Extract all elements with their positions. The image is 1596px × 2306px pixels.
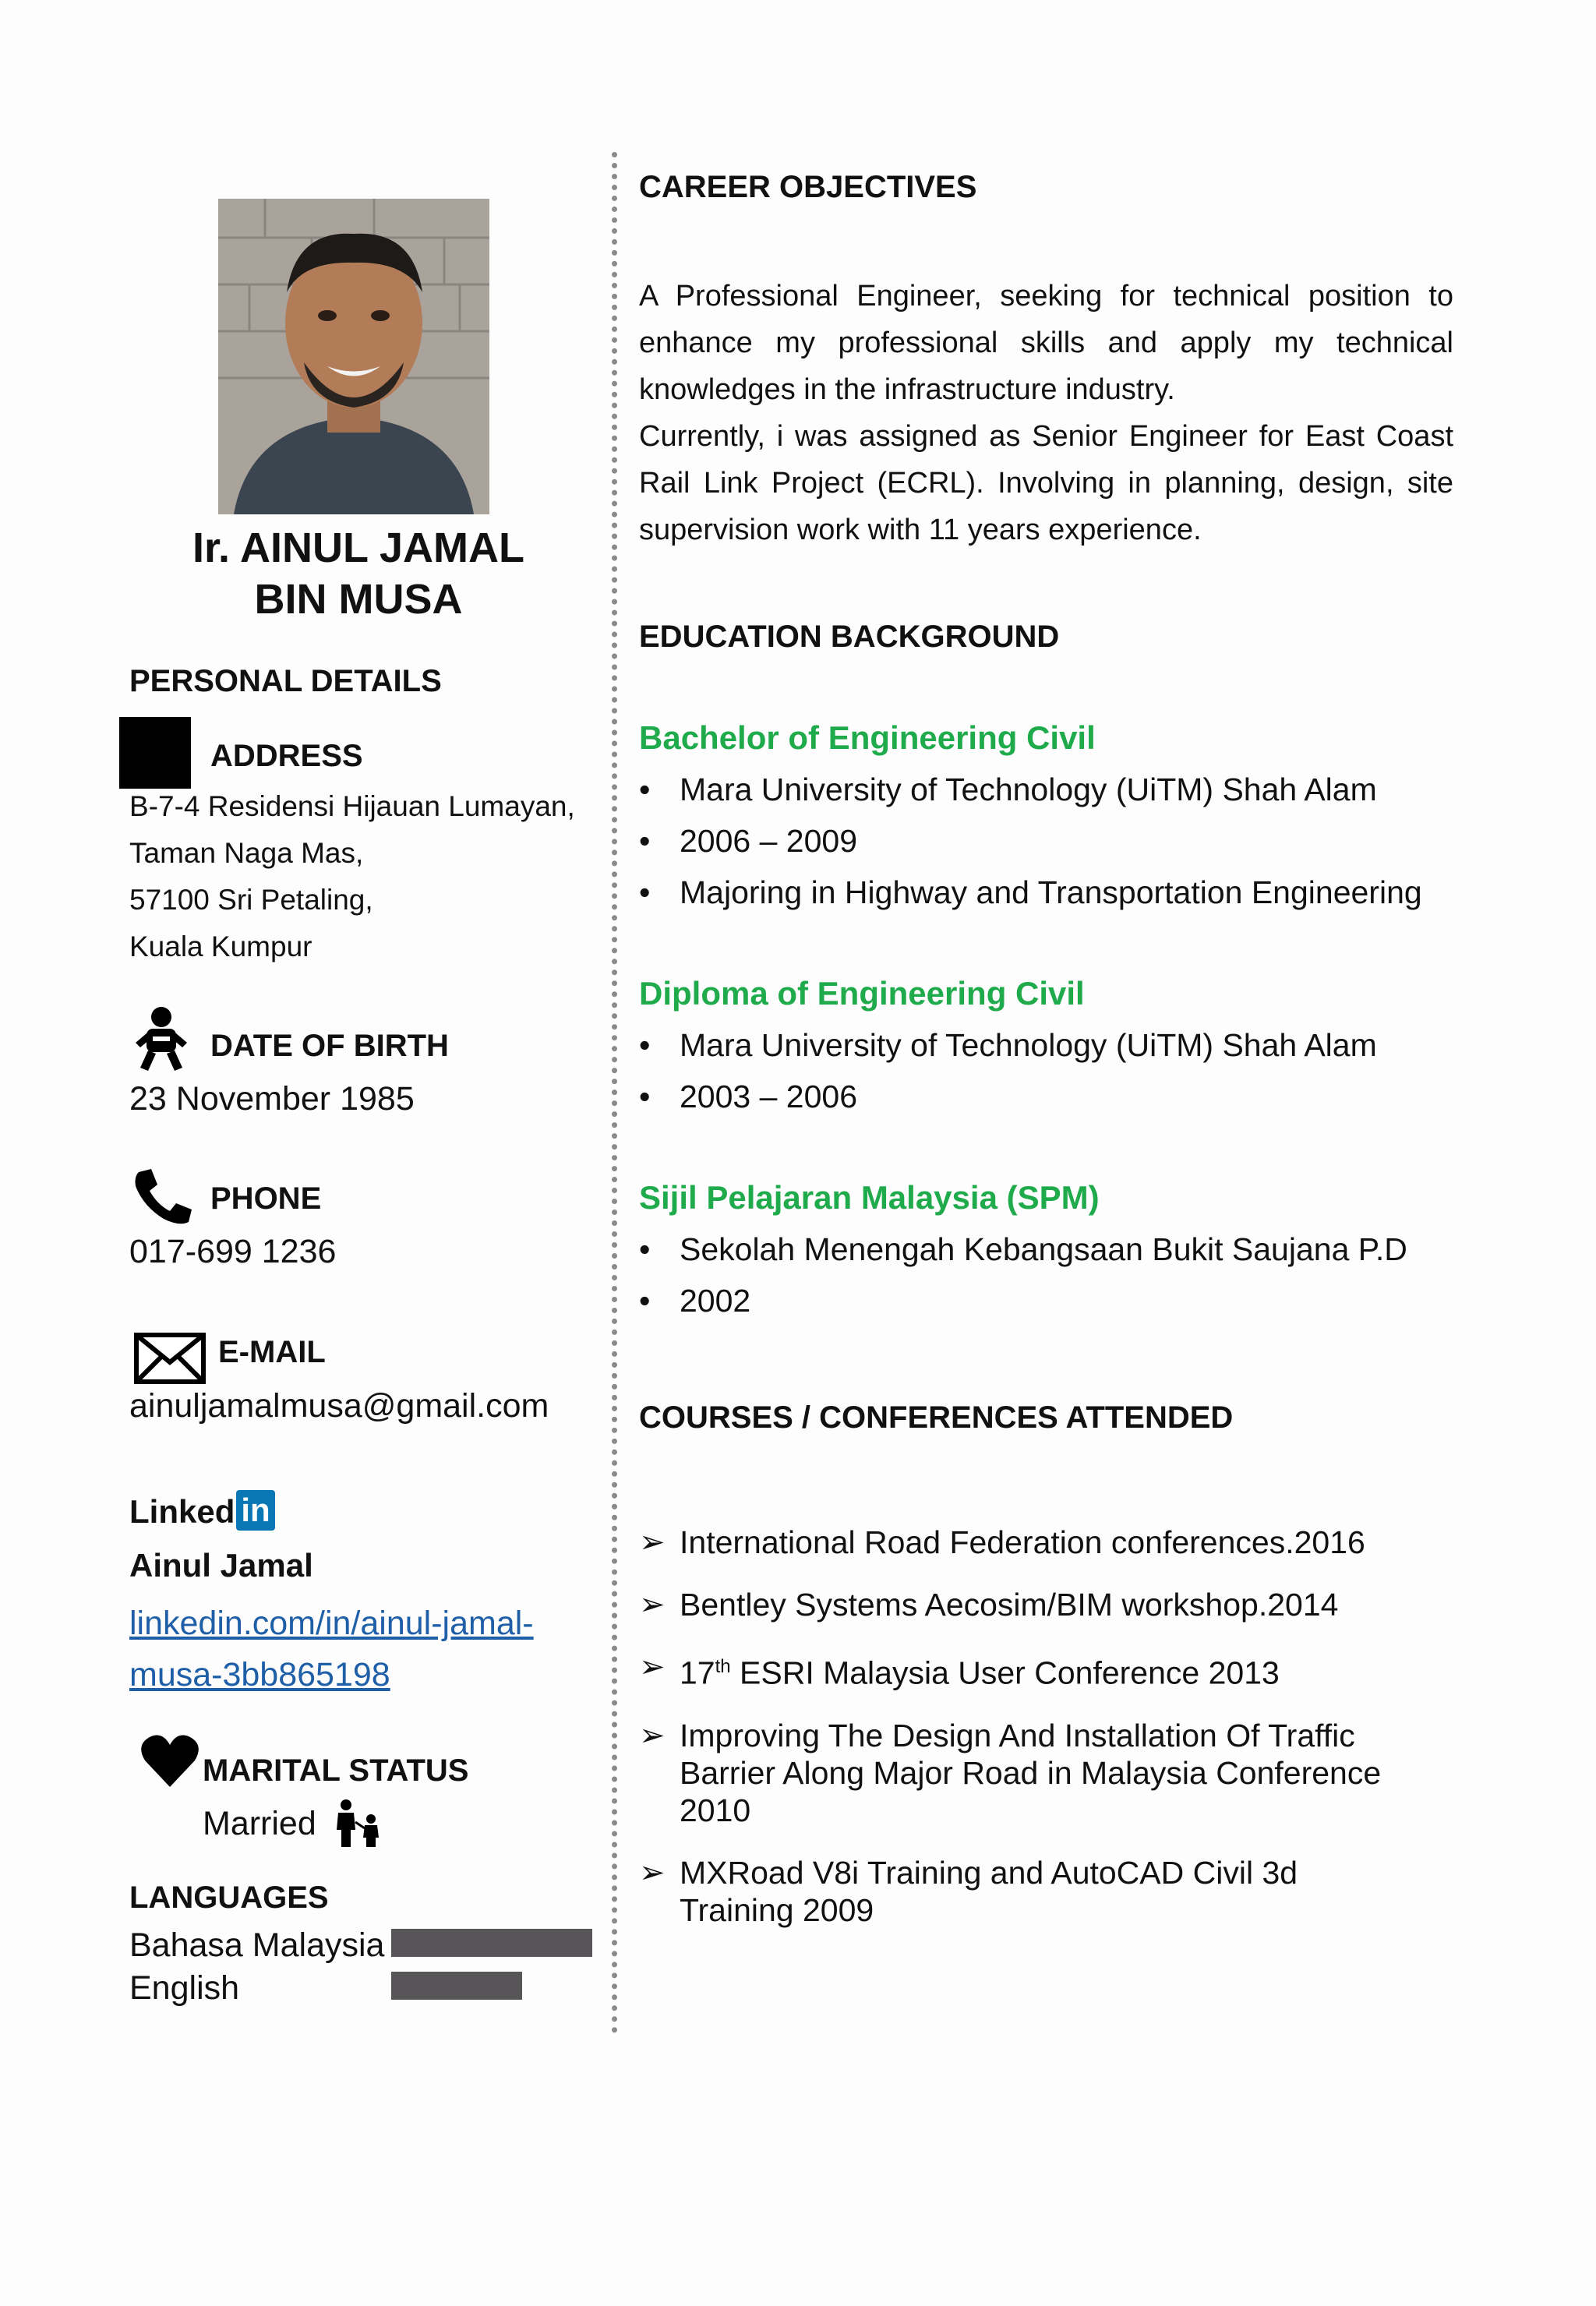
education-bullets [639,764,1496,918]
course-ordinal-suffix: th [715,1656,731,1677]
language-bar-track [391,1972,592,2000]
linkedin-url[interactable] [129,1598,534,1700]
address-icon [119,717,191,789]
email-value[interactable]: ainuljamalmusa@gmail.com [129,1387,549,1425]
arrow-bullet-icon: ➢ [639,1650,666,1684]
dob-value: 23 November 1985 [129,1080,415,1118]
courses-heading: COURSES / CONFERENCES ATTENDED [639,1400,1234,1435]
course-item [639,1648,1418,1692]
education-title: Diploma of Engineering Civil [639,975,1085,1012]
address-label: ADDRESS [210,739,363,773]
education-bullets [639,1224,1496,1326]
arrow-bullet-icon: ➢ [639,1855,666,1890]
linkedin-url-line-1[interactable]: linkedin.com/in/ainul-jamal- [129,1605,534,1642]
address-block [129,783,575,970]
address-line: Taman Naga Mas, [129,837,364,869]
marital-label: MARITAL STATUS [203,1753,469,1788]
education-title: Bachelor of Engineering Civil [639,719,1096,756]
career-objectives-heading: CAREER OBJECTIVES [639,170,977,204]
course-text-rest: ESRI Malaysia User Conference 2013 [730,1654,1280,1691]
envelope-icon [134,1333,206,1384]
address-line: 57100 Sri Petaling, [129,884,373,916]
education-bullet: • Mara University of Technology (UiTM) Shah Alam [639,764,1496,815]
family-icon [329,1799,385,1847]
languages-heading: LANGUAGES [129,1880,329,1915]
baby-icon [132,1005,190,1075]
career-paragraph: A Professional Engineer, seeking for technical position to enhance my professional skills and apply my technical knowledges in the infrastructure industry. [639,280,1453,406]
courses-list [639,1524,1418,1954]
linkedin-logo [129,1490,275,1531]
profile-photo [218,199,489,514]
education-bullets [639,1019,1496,1122]
phone-value: 017-699 1236 [129,1233,337,1270]
marital-value: Married [203,1805,316,1842]
phone-label: PHONE [210,1181,322,1216]
language-level-bar [391,1972,522,2000]
linkedin-name: Ainul Jamal [129,1547,313,1584]
language-name: English [129,1969,240,2007]
education-bullet: • Sekolah Menengah Kebangsaan Bukit Saujana P.D [639,1224,1496,1275]
address-line: Kuala Kumpur [129,931,312,962]
name-line-2: BIN MUSA [254,576,463,623]
education-bullet: • 2003 – 2006 [639,1071,1496,1122]
career-objectives-text [639,273,1453,553]
dob-label: DATE OF BIRTH [210,1029,449,1063]
course-item [639,1524,1418,1561]
arrow-bullet-icon: ➢ [639,1587,666,1622]
candidate-name [132,522,584,625]
language-name: Bahasa Malaysia [129,1926,385,1964]
course-text: International Road Federation conferences.2016 [680,1524,1365,1560]
education-bullet: • Mara University of Technology (UiTM) Shah Alam [639,1019,1496,1071]
course-text: MXRoad V8i Training and AutoCAD Civil 3d Training 2009 [680,1854,1298,1928]
course-item [639,1854,1418,1929]
education-title: Sijil Pelajaran Malaysia (SPM) [639,1179,1100,1216]
column-divider [612,152,617,2034]
career-paragraph: Currently, i was assigned as Senior Engineer for East Coast Rail Link Project (ECRL). Involving in planning, design, site supervision work with 11 years experience. [639,420,1453,546]
arrow-bullet-icon: ➢ [639,1525,666,1559]
language-bar-track [391,1929,592,1957]
personal-details-heading: PERSONAL DETAILS [129,664,442,698]
linkedin-logo-text: Linked [129,1493,235,1530]
education-heading: EDUCATION BACKGROUND [639,620,1060,654]
language-level-bar [391,1929,592,1957]
education-bullet: • 2002 [639,1275,1496,1326]
linkedin-url-line-2[interactable]: musa-3bb865198 [129,1656,390,1693]
arrow-bullet-icon: ➢ [639,1718,666,1753]
name-line-1: Ir. AINUL JAMAL [192,524,525,571]
address-line: B-7-4 Residensi Hijauan Lumayan, [129,790,575,822]
education-bullet: • Majoring in Highway and Transportation Engineering [639,867,1496,918]
phone-icon [132,1167,195,1226]
heart-icon [140,1734,200,1789]
education-bullet: • 2006 – 2009 [639,815,1496,867]
course-text: Improving The Design And Installation Of Traffic Barrier Along Major Road in Malaysia Conference 2010 [680,1717,1382,1828]
course-item [639,1586,1418,1623]
email-label: E-MAIL [218,1335,326,1369]
linkedin-in-icon: in [236,1490,274,1531]
course-text: 17 [680,1654,715,1691]
course-item [639,1717,1418,1829]
course-text: Bentley Systems Aecosim/BIM workshop.2014 [680,1587,1339,1623]
